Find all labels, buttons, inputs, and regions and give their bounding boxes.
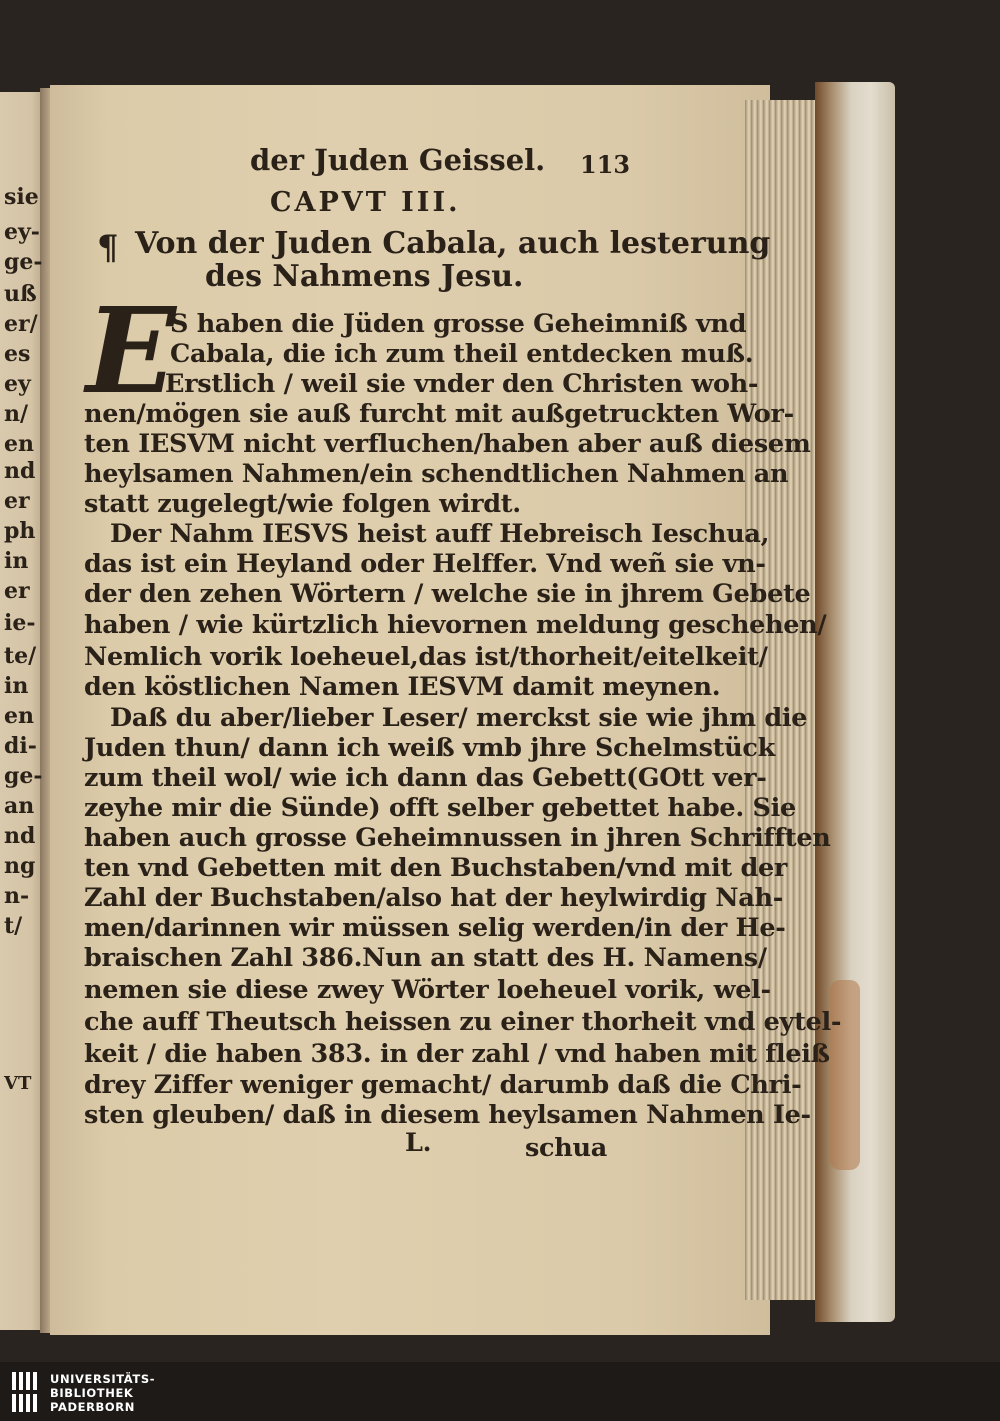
left-margin-text: nd [4, 458, 36, 484]
text-line: nen/mögen sie auß furcht mit außgetruckten Wor- [84, 399, 794, 429]
text-line: keit / die haben 383. in der zahl / vnd haben mit fleiß [84, 1039, 830, 1069]
left-margin-text: ph [4, 518, 36, 544]
library-logo-icon [10, 1370, 40, 1414]
left-margin-text: an [4, 793, 35, 819]
text-line: statt zugelegt/wie folgen wirdt. [84, 489, 521, 519]
left-margin-text: en [4, 703, 34, 729]
left-margin-text: es [4, 341, 31, 367]
text-line: Juden thun/ dann ich weiß vmb jhre Schelmstück [84, 733, 775, 763]
left-margin-text: en [4, 431, 34, 457]
left-margin-text: VT [4, 1073, 32, 1094]
page-number: 113 [580, 150, 631, 179]
text-line: nemen sie diese zwey Wörter loeheuel vorik, wel- [84, 975, 771, 1005]
text-line: zum theil wol/ wie ich dann das Gebett(GOtt ver- [84, 763, 767, 793]
left-margin-text: ge- [4, 249, 43, 275]
left-margin-text: te/ [4, 643, 37, 669]
text-line: Zahl der Buchstaben/also hat der heylwirdig Nah- [84, 883, 783, 913]
left-margin-text: nd [4, 823, 36, 849]
left-margin-text: er/ [4, 311, 38, 337]
left-margin-text: er [4, 578, 30, 604]
left-margin-text: ey [4, 371, 31, 397]
text-line: men/darinnen wir müssen selig werden/in der He- [84, 913, 786, 943]
running-head: der Juden Geissel. [250, 143, 546, 177]
left-margin-text: sie [4, 184, 39, 210]
text-line: der den zehen Wörtern / welche sie in jhrem Gebete [84, 579, 811, 609]
text-line: ten IESVM nicht verfluchen/haben aber auß diesem [84, 429, 811, 459]
left-margin-text: in [4, 548, 29, 574]
catchword: schua [525, 1133, 607, 1163]
text-line: drey Ziffer weniger gemacht/ darumb daß die Chri- [84, 1070, 802, 1100]
text-line: haben / wie kürtzlich hievornen meldung geschehen/ [84, 610, 827, 640]
left-margin-text: t/ [4, 913, 23, 939]
library-name-line: BIBLIOTHEK [50, 1386, 134, 1400]
text-line: Nemlich vorik loeheuel,das ist/thorheit/eitelkeit/ [84, 642, 768, 672]
text-line: S haben die Jüden grosse Geheimniß vnd [170, 309, 747, 339]
library-name-line: UNIVERSITÄTS- [50, 1372, 156, 1386]
text-line: che auff Theutsch heissen zu einer thorheit vnd eytel- [84, 1007, 842, 1037]
left-margin-text: ey- [4, 219, 40, 245]
text-line: ten vnd Gebetten mit den Buchstaben/vnd mit der [84, 853, 788, 883]
text-line: heylsamen Nahmen/ein schendtlichen Nahmen an [84, 459, 789, 489]
chapter-heading: Von der Juden Cabala, auch lesterung [135, 226, 771, 261]
text-line: den köstlichen Namen IESVM damit meynen. [84, 672, 721, 702]
text-line: haben auch grosse Geheimnussen in jhren Schrifften [84, 823, 831, 853]
left-margin-text: ng [4, 853, 36, 879]
text-line: sten gleuben/ daß in diesem heylsamen Nahmen Ie- [84, 1100, 811, 1130]
left-margin-text: uß [4, 281, 37, 307]
left-margin-text: in [4, 673, 29, 699]
text-line: Erstlich / weil sie vnder den Christen woh- [165, 369, 759, 399]
text-line: Der Nahm IESVS heist auff Hebreisch Ieschua, [110, 519, 770, 549]
chapter-heading: des Nahmens Jesu. [205, 259, 524, 294]
left-margin-text: ie- [4, 610, 36, 636]
left-margin-text: ge- [4, 763, 43, 789]
text-line: Daß du aber/lieber Leser/ merckst sie wie jhm die [110, 703, 808, 733]
library-name-line: PADERBORN [50, 1400, 135, 1414]
paragraph-mark-icon: ¶ [97, 228, 119, 268]
text-line: zeyhe mir die Sünde) offt selber gebettet habe. Sie [84, 793, 796, 823]
signature-mark: L. [405, 1128, 432, 1158]
drop-capital: E [86, 281, 176, 420]
chapter-label: CAPVT III. [270, 187, 461, 218]
footer-bar [0, 1362, 1000, 1421]
text-line: das ist ein Heyland oder Helffer. Vnd weñ sie vn- [84, 549, 766, 579]
text-line: Cabala, die ich zum theil entdecken muß. [170, 339, 754, 369]
left-margin-text: n- [4, 883, 30, 909]
left-margin-text: di- [4, 733, 37, 759]
text-line: braischen Zahl 386.Nun an statt des H. Namens/ [84, 943, 767, 973]
left-margin-text: n/ [4, 401, 29, 427]
left-margin-text: er [4, 488, 30, 514]
